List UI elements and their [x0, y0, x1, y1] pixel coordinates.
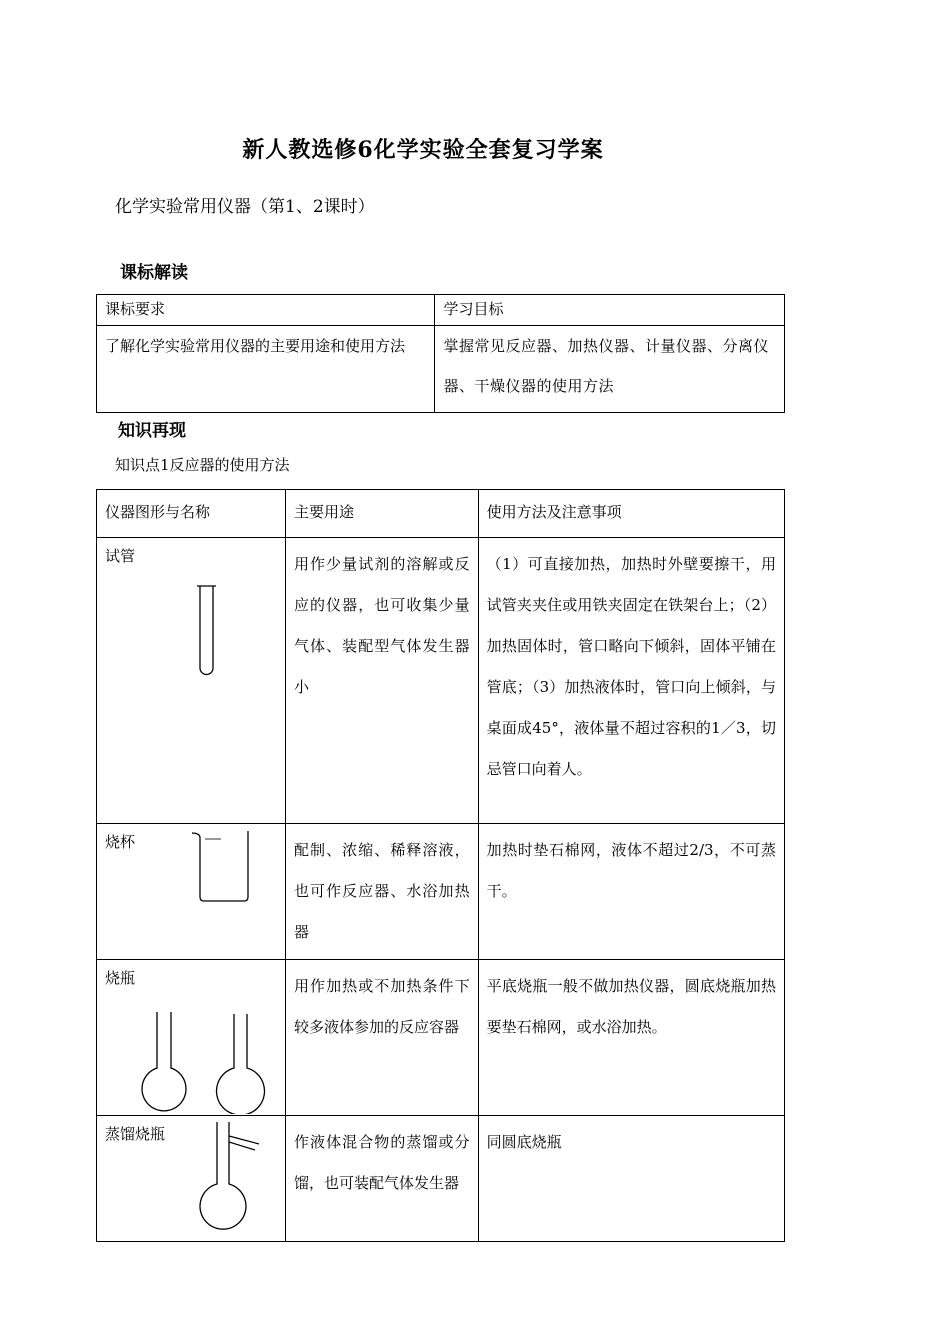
cell-learning-goal: 掌握常见反应器、加热仪器、计量仪器、分离仪器、干燥仪器的使用方法	[435, 326, 785, 413]
instrument-name: 烧瓶	[105, 969, 136, 987]
method-cell: 平底烧瓶一般不做加热仪器，圆底烧瓶加热要垫石棉网，或水浴加热。	[478, 960, 784, 1116]
header-curriculum-requirement: 课标要求	[97, 295, 435, 326]
header-main-use: 主要用途	[285, 490, 478, 538]
method-cell: （1）可直接加热，加热时外壁要擦干，用试管夹夹住或用铁夹固定在铁架台上；（2）加热固体时，管口略向下倾斜，固体平铺在管底；（3）加热液体时，管口向上倾斜，与桌面成45°，液体量不超过容积的1／3，切忌管口向着人。	[478, 538, 784, 824]
instrument-cell	[97, 1116, 286, 1242]
flask-icon	[137, 1004, 317, 1114]
lesson-subtitle: 化学实验常用仪器（第1、2课时）	[115, 197, 375, 217]
header-learning-goal: 学习目标	[435, 295, 785, 326]
instrument-name: 试管	[105, 547, 136, 565]
cell-curriculum-requirement: 了解化学实验常用仪器的主要用途和使用方法	[97, 326, 435, 413]
section-heading-curriculum: 课标解读	[120, 263, 188, 283]
method-cell: 加热时垫石棉网，液体不超过2/3，不可蒸干。	[478, 824, 784, 960]
knowledge-point-label: 知识点1反应器的使用方法	[115, 456, 290, 474]
table-row	[97, 538, 785, 824]
page-title: 新人教选修6化学实验全套复习学案	[242, 137, 604, 163]
instrument-cell	[97, 824, 286, 960]
curriculum-table	[96, 294, 785, 413]
table-row	[97, 824, 785, 960]
header-usage-notes: 使用方法及注意事项	[478, 490, 784, 538]
instrument-cell	[97, 538, 286, 824]
method-cell: 同圆底烧瓶	[478, 1116, 784, 1242]
instrument-name: 蒸馏烧瓶	[105, 1125, 166, 1143]
instrument-cell	[97, 960, 286, 1116]
header-instrument: 仪器图形与名称	[97, 490, 286, 538]
section-heading-knowledge: 知识再现	[118, 421, 186, 441]
use-cell: 用作加热或不加热条件下较多液体参加的反应容器	[285, 960, 478, 1116]
use-cell: 用作少量试剂的溶解或反应的仪器，也可收集少量气体、装配型气体发生器小	[285, 538, 478, 824]
test-tube-icon	[105, 568, 275, 688]
use-cell: 配制、浓缩、稀释溶液，也可作反应器、水浴加热器	[285, 824, 478, 960]
distillation-flask-icon	[197, 1120, 297, 1240]
table-row	[97, 960, 785, 1116]
table-row	[97, 1116, 785, 1242]
instrument-name: 烧杯	[105, 833, 136, 851]
use-cell: 作液体混合物的蒸馏或分馏，也可装配气体发生器	[285, 1116, 478, 1242]
beaker-icon	[189, 827, 259, 907]
instrument-table	[96, 489, 785, 1242]
